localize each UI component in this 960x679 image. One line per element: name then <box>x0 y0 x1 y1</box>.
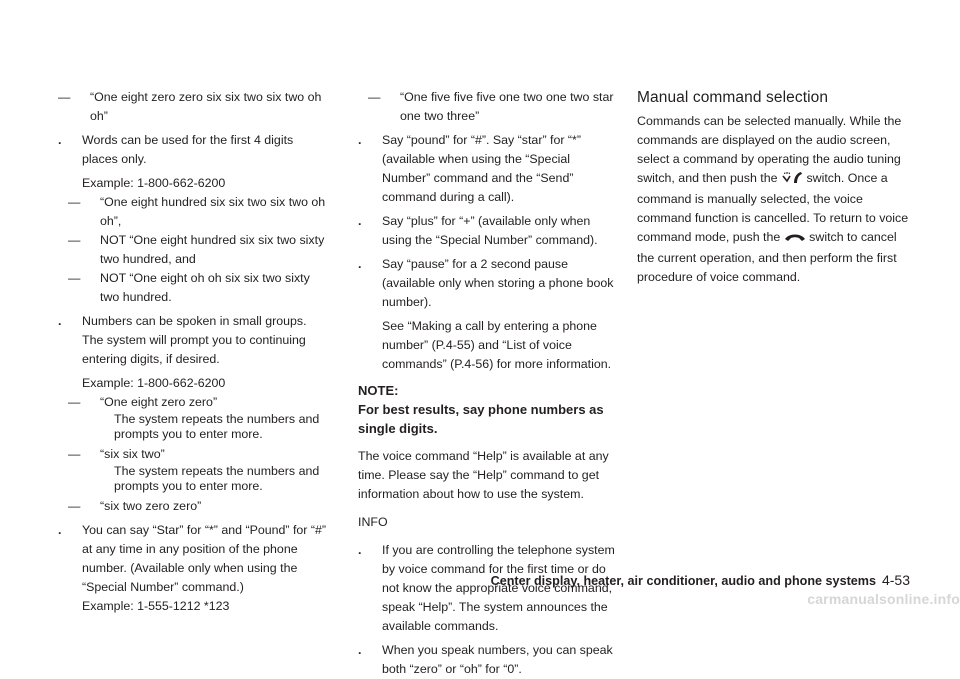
dash-item: — “six two zero zero” <box>68 499 202 513</box>
section-heading: Manual command selection <box>637 89 829 106</box>
bullet-item: . Say “pound” for “#”. Say “star” for “*” (available when using the “Special Number” command and the “Send” command during a call). <box>358 133 581 204</box>
info-label: INFO <box>358 515 388 529</box>
dash-subtext: The system repeats the numbers and prompts you to enter more. <box>114 464 320 493</box>
phone-talk-icon <box>781 171 803 190</box>
cross-reference: See “Making a call by entering a phone number” (P.4-55) and “List of voice commands” (P.4-56) for more information. <box>382 319 612 371</box>
dash-item: — “One eight zero zero” <box>68 395 218 409</box>
example-line: Example: 1-555-1212 *123 <box>82 599 230 613</box>
footer-section-title: Center display, heater, air conditioner, audio and phone systems <box>490 574 876 588</box>
bullet-item: . If you are controlling the telephone system by voice command for the first time or do not know the appropriate voice command, speak “Help”. The system announces the available commands. <box>358 543 615 633</box>
bullet-item: . Words can be used for the first 4 digits places only. <box>58 133 294 166</box>
bullet-item: . Say “plus” for “+” (available only when using the “Special Number” command). <box>358 214 598 247</box>
dash-item: — “One eight hundred six six two six two oh oh”, <box>68 195 326 228</box>
dash-item: — NOT “One eight oh oh six six two sixty two hundred. <box>68 271 310 304</box>
dash-item: — “One five five five one two one two star one two three” <box>368 90 614 123</box>
dash-item: — “One eight zero zero six six two six two oh oh” <box>58 90 322 123</box>
example-line: Example: 1-800-662-6200 <box>82 376 226 390</box>
help-paragraph: The voice command “Help” is available at any time. Please say the “Help” command to get information about how to use the system. <box>358 449 609 501</box>
page-number: 4-53 <box>881 572 910 588</box>
column-left <box>58 88 330 616</box>
note-body: For best results, say phone numbers as single digits. <box>358 402 604 436</box>
bullet-item: . You can say “Star” for “*” and “Pound” for “#” at any time in any position of the phone number. (Available only when using the “Special Number” command.) <box>58 523 327 594</box>
bullet-item: . Say “pause” for a 2 second pause (available only when storing a phone book number). <box>358 257 614 309</box>
note-title: NOTE: <box>358 383 399 398</box>
watermark: carmanualsonline.info <box>807 591 960 607</box>
dash-subtext: The system repeats the numbers and prompts you to enter more. <box>114 412 320 441</box>
column-right <box>637 88 911 287</box>
example-line: Example: 1-800-662-6200 <box>82 176 226 190</box>
bullet-item: . Numbers can be spoken in small groups. The system will prompt you to continuing entering digits, if desired. <box>58 314 307 366</box>
dash-item: — NOT “One eight hundred six six two sixty two hundred, and <box>68 233 325 266</box>
bullet-item: . When you speak numbers, you can speak both “zero” or “oh” for “0”. <box>358 643 613 676</box>
dash-item: — “six six two” <box>68 447 165 461</box>
page-footer <box>480 571 910 591</box>
phone-hangup-icon <box>784 230 806 249</box>
manual-command-paragraph: Commands can be selected manually. While the commands are displayed on the audio screen, select a command by operating the audio tuning switch, and then push the switch. Once a command is manually selected, the voice command function is cancelled. To return to voice command mode, push the switch to cancel the current operation, and then perform the first procedure of voice command. <box>637 114 909 284</box>
